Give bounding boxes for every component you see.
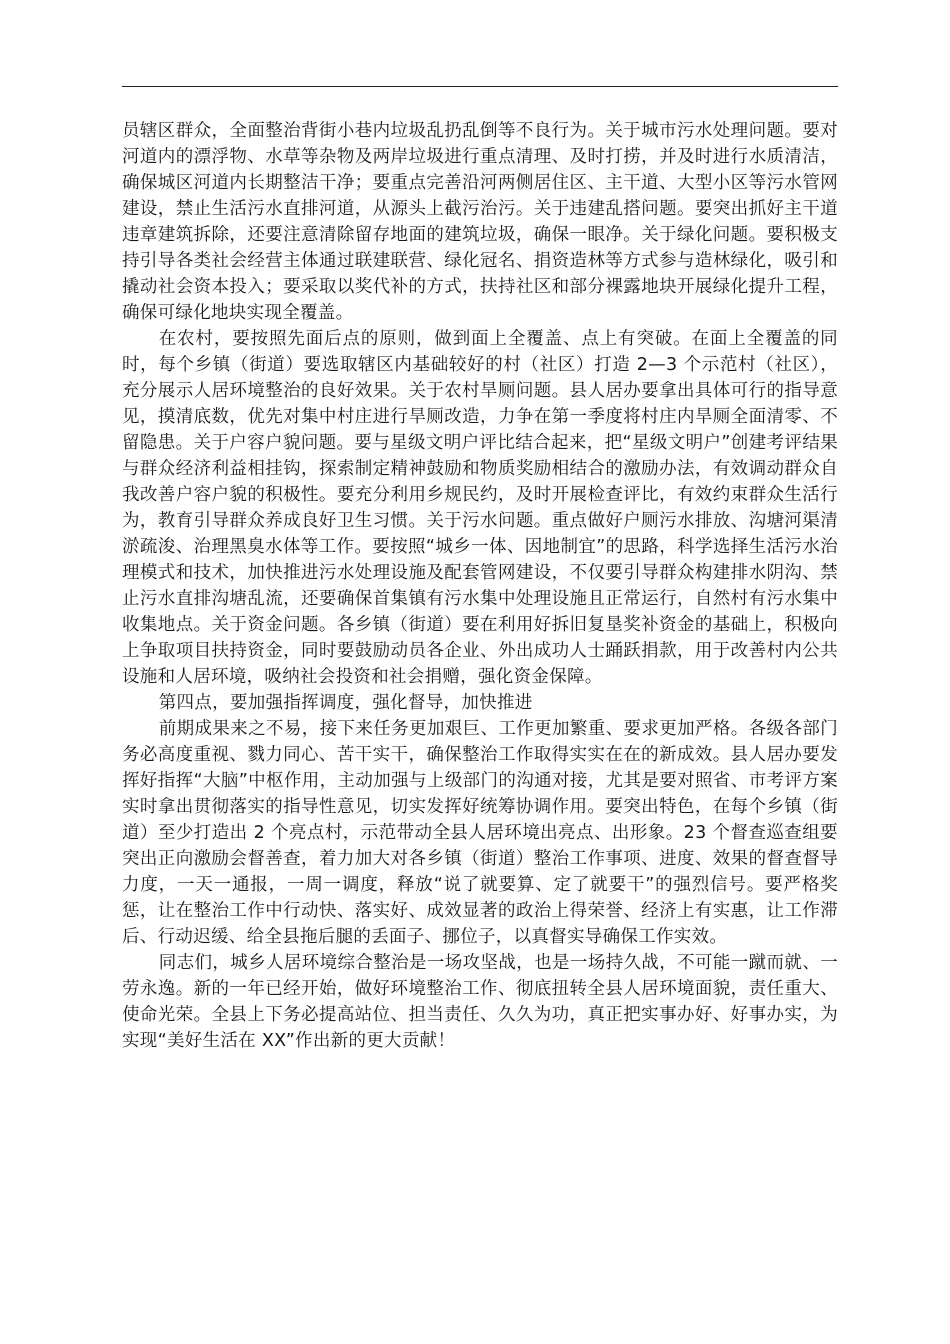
paragraph-1: 员辖区群众，全面整治背街小巷内垃圾乱扔乱倒等不良行为。关于城市污水处理问题。要对河道内的漂浮物、水草等杂物及两岸垃圾进行重点清理、及时打捞，并及时进行水质清洁，确保城区河道内长期整洁干净；要重点完善沿河两侧居住区、主干道、大型小区等污水管网建设，禁止生活污水直排河道，从源头上截污治污。关于违建乱搭问题。要突出抓好主干道违章建筑拆除，还要注意清除留存地面的建筑垃圾，确保一眼净。关于绿化问题。要积极支持引导各类社会经营主体通过联建联营、绿化冠名、捐资造林等方式参与造林绿化，吸引和撬动社会资本投入；要采取以奖代补的方式，扶持社区和部分裸露地块开展绿化提升工程，确保可绿化地块实现全覆盖。	[122, 121, 838, 323]
paragraph-4: 同志们，城乡人居环境综合整治是一场攻坚战，也是一场持久战，不可能一蹴而就、一劳永逸。新的一年已经开始，做好环境整治工作、彻底扭转全县人居环境面貌，责任重大、使命光荣。全县上下务必提高站位、担当责任、久久为功，真正把实事办好、好事办实，为实现“美好生活在 XX”作出新的更大贡献！	[122, 953, 838, 1051]
paragraph-3: 前期成果来之不易，接下来任务更加艰巨、工作更加繁重、要求更加严格。各级各部门务必高度重视、戮力同心、苦干实干，确保整治工作取得实实在在的新成效。县人居办要发挥好指挥“大脑”中枢作用，主动加强与上级部门的沟通对接，尤其是要对照省、市考评方案实时拿出贯彻落实的指导性意见，切实发挥好统筹协调作用。要突出特色，在每个乡镇（街道）至少打造出 2 个亮点村，示范带动全县人居环境出亮点、出形象。23 个督查巡查组要突出正向激励会督善查，着力加大对各乡镇（街道）整治工作事项、进度、效果的督查督导力度，一天一通报，一周一调度，释放“说了就要算、定了就要干”的强烈信号。要严格奖惩，让在整治工作中行动快、落实好、成效显著的政治上得荣誉、经济上有实惠，让工作滞后、行动迟缓、给全县拖后腿的丢面子、挪位子，以真督实导确保工作实效。	[122, 719, 838, 947]
paragraph-2: 在农村，要按照先面后点的原则，做到面上全覆盖、点上有突破。在面上全覆盖的同时，每个乡镇（街道）要选取辖区内基础较好的村（社区）打造 2—3 个示范村（社区），充分展示人居环境整治的良好效果。关于农村旱厕问题。县人居办要拿出具体可行的指导意见，摸清底数，优先对集中村庄进行旱厕改造，力争在第一季度将村庄内旱厕全面清零、不留隐患。关于户容户貌问题。要与星级文明户评比结合起来，把“星级文明户”创建考评结果与群众经济利益相挂钩，探索制定精神鼓励和物质奖励相结合的激励办法，有效调动群众自我改善户容户貌的积极性。要充分利用乡规民约，及时开展检查评比，有效约束群众生活行为，教育引导群众养成良好卫生习惯。关于污水问题。重点做好户厕污水排放、沟塘河渠清淤疏浚、治理黑臭水体等工作。要按照“城乡一体、因地制宜”的思路，科学选择生活污水治理模式和技术，加快推进污水处理设施及配套管网建设，不仅要引导群众构建排水阴沟、禁止污水直排沟塘乱流，还要确保首集镇有污水集中处理设施且正常运行，自然村有污水集中收集地点。关于资金问题。各乡镇（街道）要在利用好拆旧复垦奖补资金的基础上，积极向上争取项目扶持资金，同时要鼓励动员各企业、外出成功人士踊跃捐款，用于改善村内公共设施和人居环境，吸纳社会投资和社会捐赠，强化资金保障。	[122, 329, 838, 687]
header-rule	[122, 86, 838, 87]
document-body	[122, 118, 838, 1054]
section-heading: 第四点，要加强指挥调度，强化督导，加快推进	[158, 693, 533, 713]
